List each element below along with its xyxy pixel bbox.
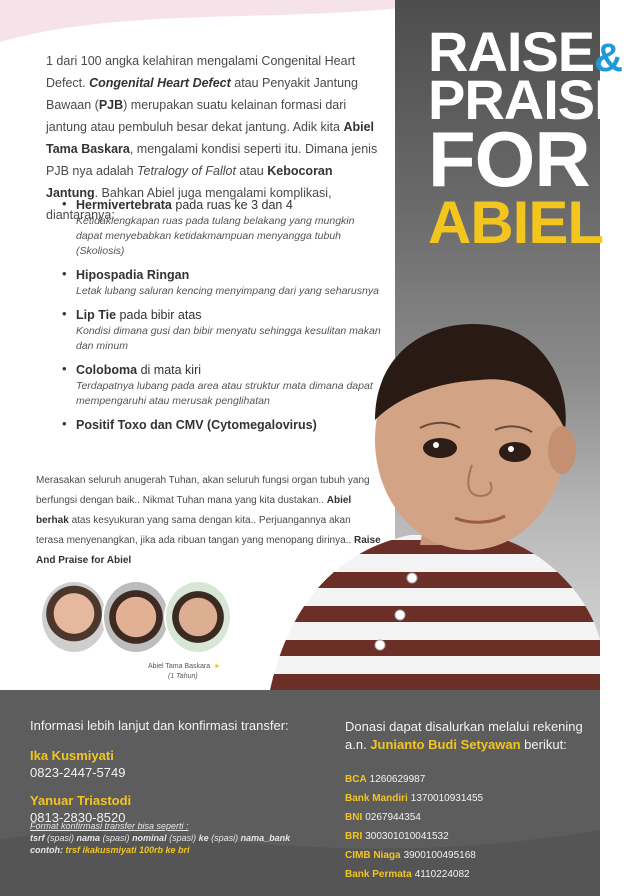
caption-arrow-icon: ►: [214, 663, 222, 670]
list-item: • Coloboma di mata kiri Terdapatnya lubang pada area atau struktur mata dimana dapat mempengaruhi atau merusak penglihatan: [62, 361, 382, 409]
intro-paragraph: 1 dari 100 angka kelahiran mengalami Congenital Heart Defect. Congenital Heart Defect atau Penyakit Jantung Bawaan (PJB) merupakan suatu kelainan formasi dari jantung atau pembuluh besar dekat jantung. Adik kita Abiel Tama Baskara, mengalami kondisi seperti itu. Dimana jenis PJB nya adalah Tetralogy of Fallot atau Kebocoran Jantung. Bahkan Abiel juga mengalami komplikasi, diantaranya:: [46, 54, 378, 222]
thumbnail-photo: [102, 580, 170, 654]
donation-info: [345, 718, 595, 884]
thumbnail-photo: [164, 580, 232, 654]
bank-list: [345, 770, 595, 884]
list-item: • Hermivertebrata pada ruas ke 3 dan 4 Ketidaklengkapan ruas pada tulang belakang yang mungkin dapat menyebabkan ketidakmampuan menyangga tubuh (Skoliosis): [62, 196, 382, 259]
format-template: tsrf (spasi) nama (spasi) nominal (spasi) ke (spasi) nama_bank: [30, 833, 291, 843]
contact-name: Yanuar Triastodi: [30, 793, 132, 808]
baby-thumbnails: [40, 580, 235, 656]
closing-paragraph: Merasakan seluruh anugerah Tuhan, akan seluruh fungsi organ tubuh yang berfungsi dengan baik.. Nikmat Tuhan mana yang kita dustakan.. Abiel berhak atas kesyukuran yang sama dengan kita.. Perjuangannya akan terasa menyenangkan, jika ada ribuan tangan yang menopang dirinya.. Raise And Praise for Abiel: [36, 475, 381, 566]
transfer-format: [30, 820, 330, 856]
poster-title: [428, 20, 631, 257]
bank-row: Bank Permata 4110224082: [345, 869, 470, 880]
contact-heading: Informasi lebih lanjut dan konfirmasi transfer:: [30, 718, 289, 733]
title-praise: PRAISE: [428, 68, 631, 132]
contact-phone: 0813-2830-8520: [30, 810, 126, 825]
list-item: • Hipospadia Ringan Letak lubang saluran kencing menyimpang dari yang seharusnya: [62, 266, 382, 299]
bank-row: BNI 0267944354: [345, 812, 421, 823]
list-item: • Lip Tie pada bibir atas Kondisi dimana gusi dan bibir menyatu sehingga kesulitan makan dan minum: [62, 306, 382, 354]
footer-section: [0, 690, 600, 896]
title-for: FOR: [428, 115, 590, 204]
list-item: • Positif Toxo dan CMV (Cytomegalovirus): [62, 416, 382, 434]
title-ampersand: &: [594, 36, 623, 80]
contact-name: Ika Kusmiyati: [30, 748, 114, 763]
title-raise: RAISE&: [428, 20, 623, 83]
bank-row: BCA 1260629987: [345, 774, 426, 785]
thumbnail-photo: [40, 580, 108, 654]
bank-row: Bank Mandiri 1370010931455: [345, 793, 484, 804]
bank-row: BRI 300301010041532: [345, 831, 449, 842]
conditions-list: [62, 196, 382, 441]
title-abiel: ABIEL: [428, 189, 603, 257]
donation-heading: Donasi dapat disalurkan melalui rekening a.n. Junianto Budi Setyawan berikut:: [345, 719, 583, 752]
bank-row: CIMB Niaga 3900100495168: [345, 850, 476, 861]
contact-phone: 0823-2447-5749: [30, 765, 126, 780]
format-example: contoh: trsf ikakusmiyati 100rb ke bri: [30, 845, 190, 855]
thumbnail-caption: Abiel Tama Baskara ► (1 Tahun): [148, 663, 222, 680]
format-label: Format konfirmasi transfer bisa seperti :: [30, 821, 189, 831]
